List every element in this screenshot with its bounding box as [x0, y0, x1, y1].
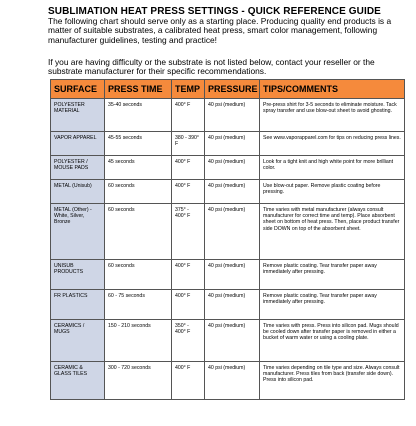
cell-surface: UNISUB PRODUCTS: [51, 260, 105, 290]
cell-press-time: 60 seconds: [105, 260, 172, 290]
cell-temp: 400° F: [172, 260, 205, 290]
cell-press-time: 300 - 720 seconds: [105, 362, 172, 400]
cell-pressure: 40 psi (medium): [205, 156, 260, 180]
table-row: [51, 156, 405, 180]
table-row: [51, 99, 405, 132]
cell-tips: Use blow-out paper. Remove plastic coating before pressing.: [260, 180, 405, 204]
cell-press-time: 60 seconds: [105, 180, 172, 204]
cell-tips: Pre-press shirt for 3-5 seconds to eliminate moisture. Tack spray transfer and use blow-out sheet to avoid ghosting.: [260, 99, 405, 132]
cell-surface: METAL (Unisub): [51, 180, 105, 204]
cell-surface: METAL (Other) - White, Silver, Bronze: [51, 204, 105, 260]
cell-press-time: 150 - 210 seconds: [105, 320, 172, 362]
cell-press-time: 35-40 seconds: [105, 99, 172, 132]
cell-surface: VAPOR APPAREL: [51, 132, 105, 156]
table-row: [51, 180, 405, 204]
header-pressure: PRESSURE: [205, 80, 260, 99]
cell-tips: See www.vaporapparel.com for tips on reducing press lines.: [260, 132, 405, 156]
cell-temp: 400° F: [172, 362, 205, 400]
cell-temp: 400° F: [172, 156, 205, 180]
cell-surface: FR PLASTICS: [51, 290, 105, 320]
cell-pressure: 40 psi (medium): [205, 99, 260, 132]
cell-tips: Time varies with metal manufacturer (always consult manufacturer for correct time and temp). Place absorbent sheet on bottom of heat press. Then, place product transfer side DOWN on top of the absorbent sheet.: [260, 204, 405, 260]
cell-tips: Remove plastic coating. Tear transfer paper away immediately after pressing.: [260, 260, 405, 290]
cell-surface: POLYESTER / MOUSE PADS: [51, 156, 105, 180]
cell-pressure: 40 psi (medium): [205, 260, 260, 290]
cell-press-time: 45 seconds: [105, 156, 172, 180]
cell-temp: 400° F: [172, 290, 205, 320]
table-row: [51, 362, 405, 400]
contact-note: If you are having difficulty or the substrate is not listed below, contact your reseller or the substrate manufacturer for their specific recommendations.: [48, 57, 375, 77]
table-row: [51, 260, 405, 290]
cell-press-time: 60 - 75 seconds: [105, 290, 172, 320]
cell-pressure: 40 psi (medium): [205, 204, 260, 260]
header-surface: SURFACE: [51, 80, 105, 99]
page-title: SUBLIMATION HEAT PRESS SETTINGS - QUICK REFERENCE GUIDE: [48, 6, 381, 17]
cell-press-time: 45-55 seconds: [105, 132, 172, 156]
cell-pressure: 40 psi (medium): [205, 362, 260, 400]
header-tips: TIPS/COMMENTS: [260, 80, 405, 99]
cell-tips: Remove plastic coating. Tear transfer paper away immediately after pressing.: [260, 290, 405, 320]
cell-temp: 350° - 400° F: [172, 320, 205, 362]
intro-paragraph: The following chart should serve only as a starting place. Producing quality end products is a matter of suitable substrates, a calibrated heat press, smart color management, following manufacturer guidelines, testing and practice!: [48, 16, 392, 45]
cell-temp: 400° F: [172, 180, 205, 204]
cell-tips: Time varies with press. Press into silicon pad. Mugs should be cooled down after transfer paper is removed in either a bucket of warm water or using a cooling plate.: [260, 320, 405, 362]
cell-temp: 375° - 400° F: [172, 204, 205, 260]
table-row: [51, 132, 405, 156]
table-row: [51, 290, 405, 320]
cell-pressure: 40 psi (medium): [205, 320, 260, 362]
heat-press-settings-table: [50, 79, 405, 400]
cell-surface: CERAMICS / MUGS: [51, 320, 105, 362]
cell-tips: Time varies depending on tile type and size. Always consult manufacturer. Press tiles from back (transfer side down). Press into silicon pad.: [260, 362, 405, 400]
header-temp: TEMP: [172, 80, 205, 99]
table-header-row: [51, 80, 405, 99]
cell-pressure: 40 psi (medium): [205, 132, 260, 156]
cell-temp: 380 - 390° F: [172, 132, 205, 156]
table-row: [51, 320, 405, 362]
cell-tips: Look for a tight knit and high white point for more brilliant color.: [260, 156, 405, 180]
cell-temp: 400° F: [172, 99, 205, 132]
header-press-time: PRESS TIME: [105, 80, 172, 99]
cell-surface: CERAMIC & GLASS TILES: [51, 362, 105, 400]
table-row: [51, 204, 405, 260]
cell-pressure: 40 psi (medium): [205, 180, 260, 204]
cell-surface: POLYESTER MATERIAL: [51, 99, 105, 132]
cell-press-time: 60 seconds: [105, 204, 172, 260]
cell-pressure: 40 psi (medium): [205, 290, 260, 320]
